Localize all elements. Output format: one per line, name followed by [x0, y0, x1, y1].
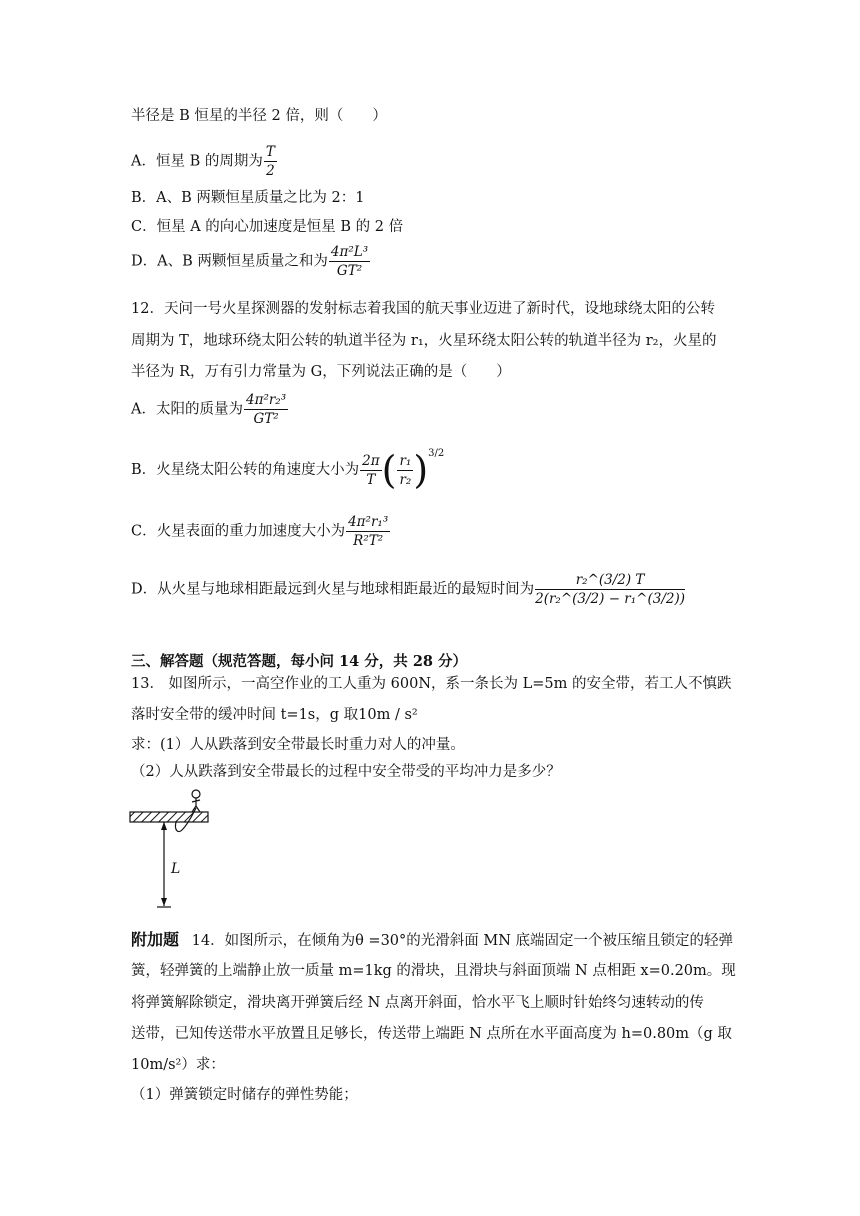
q12-option-b [131, 448, 444, 492]
q11-option-d-fraction: $\frac{\text{4π²L³}}{\text{GT²}}$ [330, 244, 369, 279]
q11-option-d-text: D．A、B 两颗恒星质量之和为 [131, 253, 328, 270]
q12-option-d-text: D．从火星与地球相距最远到火星与地球相距最近的最短时间为 [131, 581, 535, 598]
q14-stem-line4: 送带，已知传送带水平放置且足够长，传送带上端距 N 点所在水平面高度为 h=0.80m（g 取 [131, 1026, 732, 1042]
length-label: L [171, 861, 181, 877]
q12-option-b-ratio: $\frac{\text{r₁}}{\text{r₂}}$ [399, 452, 412, 488]
q12-option-c [131, 514, 390, 549]
q12-option-d-fraction: $\frac{\text{r₂\textasciicircum{}(3/2) T}}{\text{2(r₂\textasciicircum{}(3/2) − r₁\textasciicircum{}(3/2))}}$ [535, 572, 686, 607]
section-heading: 三、解答题（规范答题，每小问 14 分，共 28 分） [131, 653, 468, 670]
platform-beam [130, 812, 208, 822]
q14-stem-line1 [131, 927, 733, 950]
q12-option-a [131, 392, 288, 427]
q12-option-c-fraction: $\frac{\text{4π²r₁³}}{\text{R²T²}}$ [348, 514, 389, 549]
q12-option-b-rparen: ) [413, 448, 429, 492]
q12-option-c-text: C．火星表面的重力加速度大小为 [131, 523, 346, 540]
q12-option-b-exponent: 3/2 [428, 448, 445, 459]
q12-option-d [131, 572, 685, 607]
q13-figure [126, 786, 216, 914]
q12-stem-line1: 12．天问一号火星探测器的发射标志着我国的航天事业迈进了新时代，设地球绕太阳的公转 [131, 301, 715, 317]
q13-sub1: 求：(1）人从跌落到安全带最长时重力对人的冲量。 [131, 737, 465, 753]
q12-stem-line3: 半径为 R，万有引力常量为 G，下列说法正确的是（ ） [131, 364, 511, 380]
q14-sub1: （1）弹簧锁定时储存的弹性势能； [131, 1087, 358, 1103]
q11-stem-tail: 半径是 B 恒星的半径 2 倍，则（ ） [131, 108, 387, 124]
q11-option-d [131, 244, 370, 279]
arrow-head-top [161, 822, 167, 830]
q12-stem-line2: 周期为 T，地球环绕太阳公转的轨道半径为 r₁，火星环绕太阳公转的轨道半径为 r₂，火星的 [131, 333, 717, 349]
q11-option-b: B．A、B 两颗恒星质量之比为 2：1 [131, 190, 365, 206]
q12-option-a-text: A．太阳的质量为 [131, 401, 243, 418]
q11-option-a-fraction: $\frac{T}{2}$ [265, 144, 275, 179]
q13-stem-line2: 落时安全带的缓冲时间 t=1s，g 取10m / s² [131, 707, 418, 723]
q12-option-b-text: B．火星绕太阳公转的角速度大小为 [131, 462, 360, 478]
q14-stem-line2: 簧，轻弹簧的上端静止放一质量 m=1kg 的滑块，且滑块与斜面顶端 N 点相距 x=0.20m。现 [131, 963, 736, 979]
bonus-tag: 附加题 [131, 930, 180, 949]
arrow-head-bottom [161, 898, 167, 906]
q11-option-c: C．恒星 A 的向心加速度是恒星 B 的 2 倍 [131, 219, 404, 235]
q13-sub2: （2）人从跌落到安全带最长的过程中安全带受的平均冲力是多少？ [131, 764, 561, 780]
q12-option-b-lparen: ( [381, 448, 397, 492]
q11-option-a-text: A．恒星 B 的周期为 [131, 153, 263, 170]
q14-stem-line5: 10m/s²）求： [131, 1057, 225, 1073]
q14-stem-line3: 将弹簧解除锁定，滑块离开弹簧后经 N 点离开斜面，恰水平飞上顺时针始终匀速转动的传 [131, 995, 704, 1011]
q11-option-a [131, 144, 277, 179]
q12-option-b-fraction: $\frac{2\pi}{T}$ [362, 452, 380, 488]
q14-stem-line1-text: 14．如图所示，在倾角为θ =30°的光滑斜面 MN 底端固定一个被压缩且锁定的轻弹 [191, 933, 734, 949]
q12-option-a-fraction: $\frac{\text{4π²r₂³}}{\text{GT²}}$ [245, 392, 287, 427]
q13-stem-line1: 13． 如图所示，一高空作业的工人重为 600N，系一条长为 L=5m 的安全带，若工人不慎跌 [131, 676, 732, 692]
